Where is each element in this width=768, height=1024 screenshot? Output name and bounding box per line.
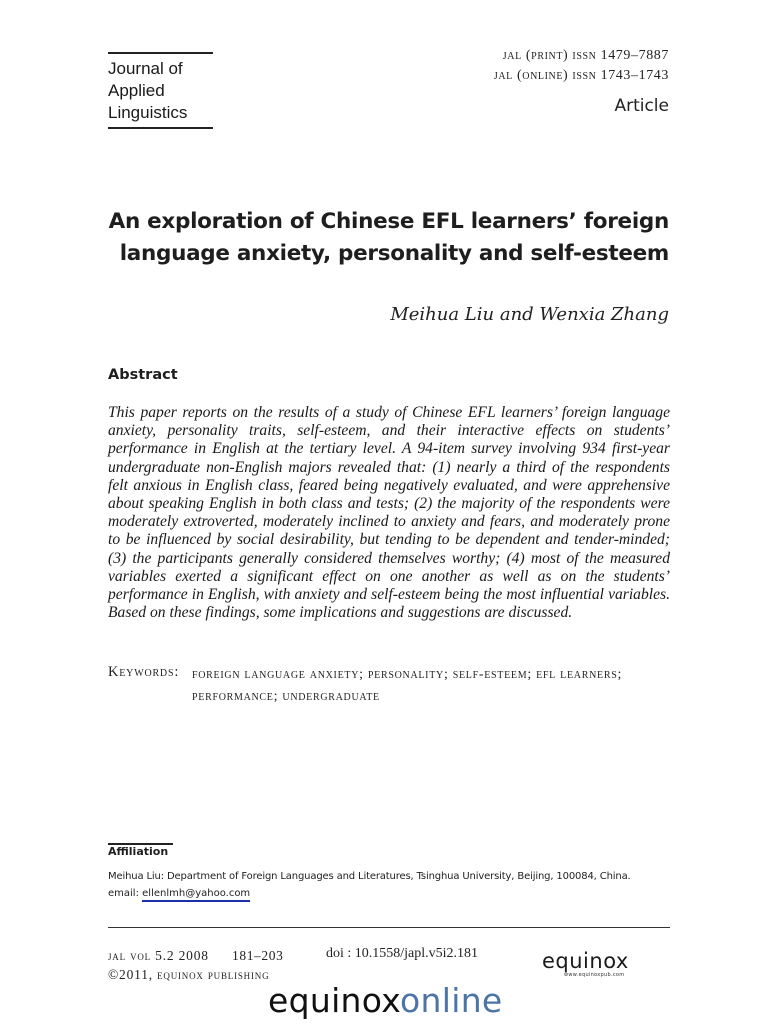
footer-divider <box>108 927 670 928</box>
issn-online: jal (online) issn 1743–1743 <box>493 68 669 83</box>
email-link[interactable]: ellenlmh@yahoo.com <box>142 888 250 902</box>
equinox-logo-wordmark: equinox <box>542 949 629 973</box>
affiliation-text: Meihua Liu: Department of Foreign Languages and Literatures, Tsinghua University, Beijing, 100084, China. <box>108 871 631 882</box>
paper-title <box>89 206 669 270</box>
authors: Meihua Liu and Wenxia Zhang <box>390 304 669 325</box>
footer-pages: 181–203 <box>232 948 284 963</box>
equinox-online-logo-part1: equinox <box>268 981 401 1020</box>
equinox-online-logo-part2: online <box>400 981 503 1020</box>
journal-name-block <box>108 52 213 129</box>
journal-name-line: Linguistics <box>108 103 188 122</box>
journal-name-line: Applied <box>108 81 165 100</box>
article-type-label: Article <box>614 96 669 116</box>
keywords-label: Keywords: <box>108 664 180 680</box>
footer-copyright: ©2011, equinox publishing <box>108 967 270 982</box>
paper-title-line-2: language anxiety, personality and self-esteem <box>119 241 669 266</box>
abstract-body: This paper reports on the results of a study of Chinese EFL learners’ foreign language anxiety, personality traits, self-esteem, and their interactive effects on students’ performance in English at the tertiary level. A 94-item survey involving 934 first-year undergraduate non-English majors revealed that: (1) nearly a third of the respondents felt anxious in English class, feared being negatively evaluated, and were apprehensive about speaking English in both class and tests; (2) the majority of the respondents were moderately extroverted, moderately inclined to anxiety and fears, and moderately prone to be influenced by social desirability, but tending to be dependent and tender-minded; (3) the participants generally considered themselves worthy; (4) most of the measured variables exerted a significant effect on one another as well as on the students’ performance in English, with anxiety and self-esteem being the most influential variables. Based on these findings, some implications and suggestions are discussed. <box>108 404 670 622</box>
equinox-logo <box>542 950 642 978</box>
footer-doi: doi : 10.1558/japl.v5i2.181 <box>326 946 479 961</box>
keywords-list: foreign language anxiety; personality; self-esteem; efl learners; performance; undergraduate <box>192 667 623 704</box>
paper-title-line-1: An exploration of Chinese EFL learners’ foreign <box>108 209 669 234</box>
affiliation-heading: Affiliation <box>108 845 169 858</box>
footer-volume: jal vol 5.2 2008 <box>108 948 209 963</box>
issn-print: jal (print) issn 1479–7887 <box>502 48 669 63</box>
journal-name-line: Journal of <box>108 59 183 78</box>
equinox-logo-url: www.equinoxpub.com <box>564 972 625 978</box>
email-label: email: <box>108 888 139 899</box>
abstract-heading: Abstract <box>108 367 178 383</box>
equinox-online-logo <box>268 982 503 1020</box>
affiliation-email-row <box>108 888 250 899</box>
